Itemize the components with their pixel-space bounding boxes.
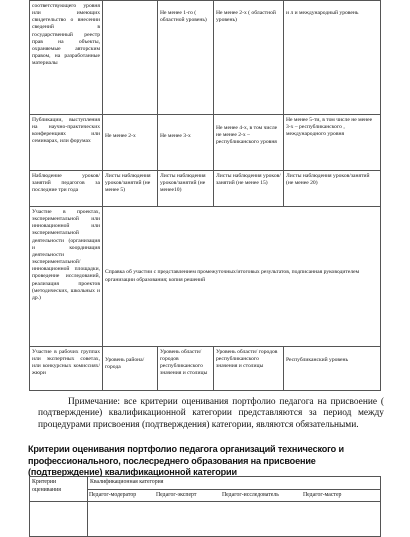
table-row [30,502,381,537]
empty-cell [30,502,88,537]
criterion-label: Публикации, выступления на научно-практических конференциях или семинарах, или форумах [30,115,103,171]
moderator-cell [103,1,158,115]
table-row [30,115,381,171]
category-group-header: Квалификационная категория [88,477,381,490]
heading-text: Критерии оценивания портфолио педагога организаций технического и профессионального, послесреднего образования на присвоение (подтверждение) квалификационной категории [28,444,344,478]
note-text: Примечание: все критерии оценивания портфолио педагога на присвоение ( подтверждение) квалификационной категории представляются за период между процедурами присвоения (подтверждения) категории, являются обязательными. [38,397,384,430]
criterion-label: Участие в рабочих группах или экспертных советах, или конкурсных комиссиях/жюри [30,347,103,391]
criteria-column-header: Критерии оценивания [30,477,88,502]
category-researcher: Педагог-исследователь [222,491,279,498]
criterion-label: Участие в проектах, экспериментальной или инновационной или экспериментальной деятельности (организация и координация деятельности экспериментальной/ инновационной площадки, проведение исследований, реализация проектов (методических, школьных и др.) [30,207,103,347]
moderator-cell: Уровень района/города [103,347,158,391]
table-row [30,477,381,490]
expert-cell: Уровень области/ городов республиканского значения и столицы [158,347,214,391]
criterion-label: соответствующего уровня или имеющих свидетельство о внесении сведений в государственный реестр прав на объекты, охраняемые авторским правом, на разработанные материалы [30,1,103,115]
researcher-cell: Не менее 2-х ( областной уровень) [214,1,284,115]
note-paragraph [38,397,384,431]
criteria-table [29,0,381,391]
master-cell: Республиканский уровень [284,347,381,391]
category-cells [88,489,381,502]
expert-cell: Не менее 3-х [158,115,214,171]
merged-cell: Справка об участии с представлением промежуточных/итоговых результатов, подписанная руководителем организации образования; копия решений [103,207,381,347]
category-moderator: Педагог-модератор [89,491,137,498]
expert-cell: Не менее 1-го ( областной уровень) [158,1,214,115]
table-row [30,207,381,347]
master-cell: Не менее 5-ти, в том числе не менее 3-х – республиканского , международного уровня [284,115,381,171]
moderator-cell: Не менее 2-х [103,115,158,171]
researcher-cell: Уровень области/ городов республиканского значения и столицы [214,347,284,391]
category-expert: Педагог-эксперт [156,491,197,498]
category-table [29,476,381,537]
category-master: Педагог-мастер [303,491,342,498]
researcher-cell: Листы наблюдения уроков/занятий (не менее 15) [214,171,284,207]
master-cell: и л и международный уровень [284,1,381,115]
moderator-cell: Листы наблюдения уроков/занятий (не менее 5) [103,171,158,207]
table-row [30,347,381,391]
empty-cell [88,502,381,537]
expert-cell: Листы наблюдения уроков/занятий (не менее10) [158,171,214,207]
master-cell: Листы наблюдения уроков/занятий (не менее 20) [284,171,381,207]
table-row [30,171,381,207]
researcher-cell: Не менее 4-х, в том числе не менее 2-х – республиканского уровня [214,115,284,171]
table-row [30,1,381,115]
section-heading [28,444,382,479]
criterion-label: Наблюдение уроков/ занятий педагогов за последние три года [30,171,103,207]
